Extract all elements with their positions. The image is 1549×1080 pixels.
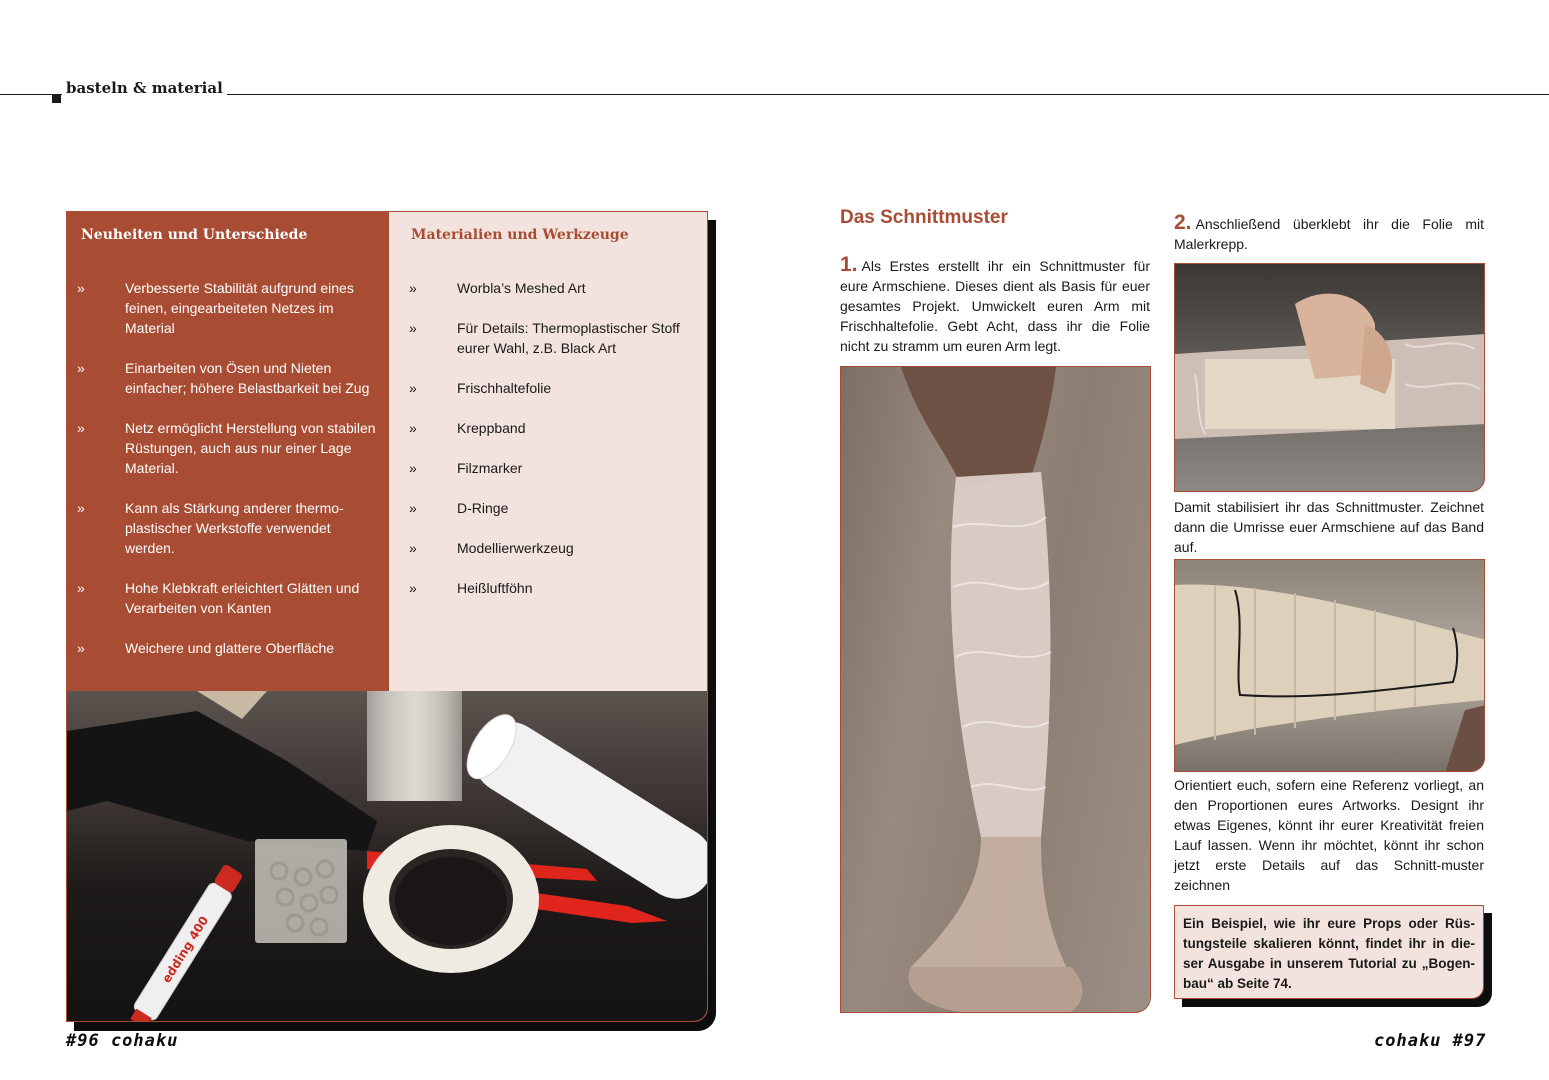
taping-illustration — [1175, 264, 1485, 492]
list-item: » D-Ringe — [409, 500, 509, 516]
features-list — [77, 278, 377, 678]
bullet: » — [409, 420, 417, 436]
bullet: » — [409, 320, 417, 336]
bullet: » — [409, 460, 417, 476]
cross-reference-note: Ein Beispiel, wie ihr eure Props oder Rüs-tungsteile skalieren könnt, findet ihr in die-ser Ausgabe in unserem Tutorial zu „Bogen-bau“ ab Seite 74. — [1174, 905, 1484, 999]
materials-heading: Materialien und Werkzeuge — [411, 227, 629, 243]
bullet: » — [409, 280, 417, 296]
list-item: » Filzmarker — [409, 460, 523, 476]
step1-number: 1. — [840, 253, 858, 276]
list-item: » Frischhaltefolie — [409, 380, 552, 396]
article-title: Das Schnittmuster — [840, 207, 1008, 228]
orientation-paragraph: Orientiert euch, sofern eine Referenz vorliegt, an den Proportionen eures Artworks. Designt ihr etwas Eigenes, könnt ihr eurer Kreativität freien Lauf lassen. Wenn ihr möchtet, könnt ihr schon jetzt erste Details auf das Schnitt-muster zeichnen — [1174, 777, 1484, 893]
header-rule — [0, 94, 1549, 95]
step2-number: 2. — [1174, 211, 1192, 234]
list-item: » Modellierwerkzeug — [409, 540, 574, 556]
bullet: » — [77, 640, 85, 656]
bullet: » — [409, 580, 417, 596]
features-column — [67, 212, 389, 691]
tools-photo — [67, 691, 708, 1022]
list-item: » Kreppband — [409, 420, 526, 436]
tools-illustration — [67, 691, 708, 1022]
header-square — [52, 94, 61, 103]
bullet: » — [77, 580, 85, 596]
bullet: » — [77, 360, 85, 376]
outline-illustration — [1175, 560, 1485, 772]
list-item: » Einarbeiten von Ösen und Nieten einfacher; höhere Belastbarkeit bei Zug — [77, 360, 370, 396]
after-taping-paragraph: Damit stabilisiert ihr das Schnittmuster. Zeichnet dann die Umrisse euer Armschiene auf das Band auf. — [1174, 499, 1484, 555]
marker-label: edding 400 — [159, 913, 212, 986]
materials-column — [389, 212, 708, 691]
list-item: » Heißluftföhn — [409, 580, 533, 596]
bullet: » — [77, 500, 85, 516]
list-item: » Für Details: Thermoplastischer Stoff eurer Wahl, z.B. Black Art — [409, 320, 680, 356]
bullet: » — [77, 280, 85, 296]
step2-paragraph: 2. Anschließend überklebt ihr die Folie mit Malerkrepp. — [1174, 211, 1484, 252]
section-title: basteln & material — [62, 78, 227, 98]
bullet: » — [409, 380, 417, 396]
folio-right: cohaku #97 — [1374, 1031, 1487, 1051]
step1-paragraph: 1. Als Erstes erstellt ihr ein Schnittmuster für eure Armschiene. Dieses dient als Basis für euer gesamtes Projekt. Umwickelt euren Arm mit Frischhaltefolie. Gebt Acht, dass ihr die Folie nicht zu stramm um euren Arm legt. — [840, 253, 1150, 354]
info-box — [66, 211, 708, 1022]
taping-photo — [1174, 263, 1485, 492]
bullet: » — [409, 540, 417, 556]
folio-left: #96 cohaku — [66, 1031, 179, 1051]
list-item: » Netz ermöglicht Herstellung von stabilen Rüstungen, auch aus nur einer Lage Material. — [77, 420, 376, 476]
list-item: » Hohe Klebkraft erleichtert Glätten und Verarbeiten von Kanten — [77, 580, 360, 616]
list-item: » Verbesserte Stabilität aufgrund eines feinen, eingearbeiteten Netzes im Material — [77, 280, 354, 336]
features-heading: Neuheiten und Unterschiede — [81, 227, 308, 243]
list-item: » Worbla’s Meshed Art — [409, 280, 586, 296]
wrapped-arm-photo — [840, 366, 1151, 1013]
wrapped-arm-illustration — [841, 367, 1151, 1013]
materials-list — [409, 278, 699, 618]
list-item: » Kann als Stärkung anderer thermo-plastischer Werkstoffe verwendet werden. — [77, 500, 344, 556]
bullet: » — [409, 500, 417, 516]
bullet: » — [77, 420, 85, 436]
list-item: » Weichere und glattere Oberfläche — [77, 640, 335, 656]
outline-photo — [1174, 559, 1485, 772]
